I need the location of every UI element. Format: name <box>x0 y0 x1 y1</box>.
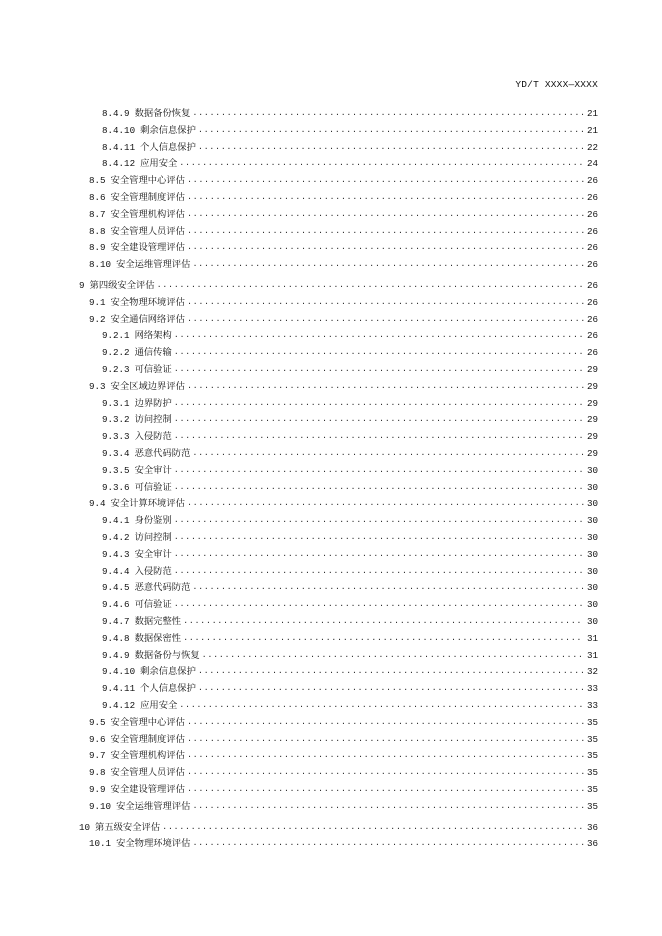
toc-entry-title: 个人信息保护 <box>140 141 196 153</box>
toc-entry-title: 身份鉴别 <box>134 515 172 527</box>
toc-entry-title: 安全运维管理评估 <box>116 800 191 812</box>
toc-entry-number: 9.4.3 <box>102 548 130 560</box>
toc-entry[interactable] <box>89 714 598 731</box>
toc-entry-title: 安全物理环境评估 <box>110 296 185 308</box>
toc-entry[interactable] <box>102 411 598 428</box>
toc-dot-leader <box>187 294 584 311</box>
toc-dot-leader <box>174 462 584 479</box>
toc-entry-title: 安全物理环境评估 <box>116 838 191 850</box>
toc-entry-title: 安全通信网络评估 <box>110 313 185 325</box>
toc-entry[interactable] <box>89 311 598 328</box>
toc-dot-leader <box>187 172 584 189</box>
toc-entry-title: 入侵防范 <box>134 565 172 577</box>
toc-entry-number: 9.4.10 <box>102 666 136 678</box>
toc-dot-leader <box>192 798 584 815</box>
toc-entry-number: 8.4.11 <box>102 141 136 153</box>
toc-entry-number: 9.3 <box>89 380 106 392</box>
toc-dot-leader <box>174 512 584 529</box>
toc-entry-page-number: 26 <box>586 208 598 220</box>
toc-entry-title: 数据备份恢复 <box>134 108 191 119</box>
toc-entry-title: 安全区域边界评估 <box>110 380 185 392</box>
toc-entry-number: 9.1 <box>89 296 106 308</box>
toc-dot-leader <box>192 256 584 273</box>
document-id-header: YD/T XXXX—XXXX <box>515 79 598 90</box>
toc-entry[interactable] <box>102 663 598 680</box>
toc-entry-number: 9.3.1 <box>102 397 130 409</box>
toc-entry-page-number: 30 <box>586 582 598 594</box>
toc-entry-page-number: 26 <box>586 313 598 325</box>
toc-entry-page-number: 29 <box>586 448 598 459</box>
toc-entry-number: 9.4.11 <box>102 683 136 695</box>
toc-entry[interactable] <box>102 512 598 529</box>
toc-entry[interactable] <box>102 361 598 378</box>
toc-dot-leader <box>187 731 584 748</box>
toc-dot-leader <box>174 529 584 546</box>
toc-entry[interactable] <box>102 155 598 172</box>
toc-entry-title: 安全管理中心评估 <box>110 175 185 187</box>
toc-dot-leader <box>187 239 584 256</box>
toc-entry[interactable] <box>79 819 598 836</box>
toc-entry-number: 9.2.1 <box>102 330 130 342</box>
toc-dot-leader <box>187 189 584 206</box>
toc-entry-title: 剩余信息保护 <box>140 666 196 678</box>
toc-entry-number: 9.10 <box>89 800 112 812</box>
toc-entry-page-number: 30 <box>586 565 598 577</box>
toc-dot-leader <box>192 445 584 462</box>
toc-entry-page-number: 31 <box>586 632 598 644</box>
toc-entry[interactable] <box>89 798 598 815</box>
toc-dot-leader <box>174 361 584 378</box>
toc-entry[interactable] <box>102 697 598 714</box>
toc-entry-title: 安全审计 <box>134 548 172 560</box>
toc-entry[interactable] <box>89 294 598 311</box>
toc-entry-number: 10.1 <box>89 838 112 850</box>
toc-entry-number: 8.6 <box>89 192 106 203</box>
toc-entry-page-number: 26 <box>586 330 598 342</box>
toc-entry-page-number: 29 <box>586 431 598 443</box>
toc-entry-page-number: 26 <box>586 296 598 308</box>
toc-entry-number: 9.4.4 <box>102 565 130 577</box>
toc-entry-page-number: 30 <box>586 498 598 510</box>
toc-entry-title: 安全管理制度评估 <box>110 733 185 745</box>
toc-entry-title: 访问控制 <box>134 414 172 426</box>
toc-entry-page-number: 35 <box>586 767 598 779</box>
toc-entry-title: 通信传输 <box>134 347 172 359</box>
toc-dot-leader <box>174 395 584 412</box>
toc-entry[interactable] <box>102 596 598 613</box>
toc-entry-number: 8.10 <box>89 259 112 271</box>
toc-entry-title: 第五级安全评估 <box>95 821 161 833</box>
toc-entry-page-number: 22 <box>586 141 598 153</box>
toc-entry-page-number: 29 <box>586 397 598 409</box>
toc-dot-leader <box>179 697 584 714</box>
toc-entry-page-number: 30 <box>586 515 598 527</box>
toc-entry-page-number: 35 <box>586 716 598 728</box>
toc-entry-title: 安全管理中心评估 <box>110 716 185 728</box>
toc-entry-title: 入侵防范 <box>134 431 172 443</box>
toc-entry-number: 8.5 <box>89 175 106 187</box>
toc-dot-leader <box>198 680 584 697</box>
toc-dot-leader <box>202 647 584 664</box>
toc-entry[interactable] <box>102 630 598 647</box>
toc-entry-number: 9.9 <box>89 784 106 795</box>
toc-dot-leader <box>192 105 584 122</box>
toc-entry[interactable] <box>102 139 598 156</box>
toc-entry-number: 9.4.2 <box>102 532 130 543</box>
toc-entry-page-number: 35 <box>586 750 598 762</box>
toc-entry-title: 访问控制 <box>134 532 172 543</box>
toc-entry-number: 9.4.8 <box>102 632 130 644</box>
toc-entry-title: 安全管理机构评估 <box>110 208 185 220</box>
toc-entry[interactable] <box>102 395 598 412</box>
toc-dot-leader <box>174 327 584 344</box>
toc-entry-number: 9.8 <box>89 767 106 779</box>
toc-entry-number: 9.5 <box>89 716 106 728</box>
toc-entry[interactable] <box>89 747 598 764</box>
toc-entry[interactable] <box>102 529 598 546</box>
toc-entry-number: 9.4 <box>89 498 106 510</box>
toc-entry-page-number: 30 <box>586 599 598 611</box>
toc-entry[interactable] <box>89 189 598 206</box>
toc-entry-page-number: 26 <box>586 175 598 187</box>
toc-entry-page-number: 26 <box>586 242 598 254</box>
toc-entry-number: 9.6 <box>89 733 106 745</box>
toc-entry-number: 8.8 <box>89 225 106 237</box>
toc-entry-number: 9.3.3 <box>102 431 130 443</box>
toc-entry-page-number: 26 <box>586 225 598 237</box>
toc-dot-leader <box>174 563 584 580</box>
toc-entry-title: 安全计算环境评估 <box>110 498 185 510</box>
toc-entry[interactable] <box>102 613 598 630</box>
toc-dot-leader <box>157 277 584 294</box>
toc-entry-title: 剩余信息保护 <box>140 124 196 136</box>
toc-entry-page-number: 33 <box>586 683 598 695</box>
toc-entry-page-number: 33 <box>586 700 598 711</box>
toc-entry-number: 9.4.5 <box>102 582 130 594</box>
toc-entry-title: 第四级安全评估 <box>89 280 155 291</box>
toc-entry-title: 可信验证 <box>134 599 172 611</box>
toc-entry-page-number: 35 <box>586 784 598 795</box>
toc-dot-leader <box>174 546 584 563</box>
toc-entry-page-number: 29 <box>586 414 598 426</box>
toc-dot-leader <box>187 747 584 764</box>
toc-entry[interactable] <box>102 546 598 563</box>
toc-entry[interactable] <box>79 277 598 294</box>
toc-dot-leader <box>198 139 584 156</box>
toc-entry-title: 可信验证 <box>134 481 172 493</box>
toc-entry-page-number: 26 <box>586 347 598 359</box>
toc-dot-leader <box>187 206 584 223</box>
toc-dot-leader <box>187 378 584 395</box>
toc-dot-leader <box>174 411 584 428</box>
toc-entry-title: 网络架构 <box>134 330 172 342</box>
toc-entry-page-number: 36 <box>586 838 598 850</box>
toc-entry-number: 9.3.6 <box>102 481 130 493</box>
toc-entry-title: 安全审计 <box>134 464 172 476</box>
toc-entry[interactable] <box>89 731 598 748</box>
toc-entry-page-number: 35 <box>586 733 598 745</box>
toc-dot-leader <box>187 311 584 328</box>
toc-entry[interactable] <box>89 378 598 395</box>
toc-entry-number: 9.3.5 <box>102 464 130 476</box>
toc-entry-page-number: 24 <box>586 158 598 170</box>
toc-entry-title: 数据保密性 <box>134 632 182 644</box>
toc-entry-title: 边界防护 <box>134 397 172 409</box>
toc-entry-title: 安全管理制度评估 <box>110 192 185 203</box>
toc-dot-leader <box>187 781 584 798</box>
toc-entry-title: 安全建设管理评估 <box>110 242 185 254</box>
toc-entry-number: 9.3.2 <box>102 414 130 426</box>
toc-entry-number: 9.4.1 <box>102 515 130 527</box>
toc-entry-number: 9.2.2 <box>102 347 130 359</box>
toc-entry-title: 安全运维管理评估 <box>116 259 191 271</box>
toc-dot-leader <box>192 835 584 852</box>
toc-entry-number: 9.2.3 <box>102 364 130 375</box>
toc-entry[interactable] <box>102 462 598 479</box>
toc-entry[interactable] <box>89 835 598 852</box>
toc-dot-leader <box>183 630 584 647</box>
toc-dot-leader <box>174 428 584 445</box>
toc-entry-number: 9 <box>79 280 85 291</box>
toc-entry-title: 个人信息保护 <box>140 683 196 695</box>
toc-entry-number: 9.4.6 <box>102 599 130 611</box>
toc-entry-title: 数据完整性 <box>134 616 182 627</box>
toc-entry-number: 10 <box>79 821 91 833</box>
toc-entry[interactable] <box>89 239 598 256</box>
toc-entry-number: 8.4.10 <box>102 124 136 136</box>
toc-dot-leader <box>183 613 584 630</box>
toc-entry-page-number: 29 <box>586 364 598 375</box>
toc-entry-number: 9.4.12 <box>102 700 136 711</box>
toc-entry-number: 8.7 <box>89 208 106 220</box>
toc-entry[interactable] <box>89 256 598 273</box>
toc-entry[interactable] <box>102 428 598 445</box>
toc-entry[interactable] <box>102 327 598 344</box>
toc-entry-title: 安全管理机构评估 <box>110 750 185 762</box>
toc-dot-leader <box>174 344 584 361</box>
toc-entry-page-number: 35 <box>586 800 598 812</box>
toc-entry-page-number: 30 <box>586 464 598 476</box>
toc-entry[interactable] <box>89 206 598 223</box>
toc-entry-title: 数据备份与恢复 <box>134 649 200 661</box>
toc-entry[interactable] <box>102 445 598 462</box>
toc-entry-title: 安全管理人员评估 <box>110 225 185 237</box>
toc-entry-page-number: 30 <box>586 548 598 560</box>
toc-entry[interactable] <box>102 563 598 580</box>
toc-entry-title: 安全建设管理评估 <box>110 784 185 795</box>
toc-entry-number: 8.9 <box>89 242 106 254</box>
toc-dot-leader <box>174 479 584 496</box>
toc-entry-title: 应用安全 <box>140 700 178 711</box>
toc-entry-title: 应用安全 <box>140 158 178 170</box>
toc-entry-page-number: 26 <box>586 280 598 291</box>
toc-entry-title: 恶意代码防范 <box>134 448 191 459</box>
toc-entry-number: 9.4.7 <box>102 616 130 627</box>
toc-entry-page-number: 36 <box>586 821 598 833</box>
toc-entry-number: 8.4.12 <box>102 158 136 170</box>
toc-entry[interactable] <box>102 479 598 496</box>
toc-dot-leader <box>162 819 584 836</box>
toc-entry-number: 9.7 <box>89 750 106 762</box>
toc-entry-number: 9.4.9 <box>102 649 130 661</box>
toc-entry[interactable] <box>102 680 598 697</box>
toc-dot-leader <box>187 495 584 512</box>
toc-dot-leader <box>187 223 584 240</box>
toc-entry-number: 9.2 <box>89 313 106 325</box>
toc-entry-page-number: 31 <box>586 649 598 661</box>
toc-entry-page-number: 30 <box>586 616 598 627</box>
toc-entry[interactable] <box>89 223 598 240</box>
toc-entry-title: 恶意代码防范 <box>134 582 191 594</box>
toc-dot-leader <box>187 764 584 781</box>
toc-entry[interactable] <box>89 495 598 512</box>
toc-entry-page-number: 30 <box>586 481 598 493</box>
toc-dot-leader <box>192 579 584 596</box>
toc-entry-number: 9.3.4 <box>102 448 130 459</box>
toc-entry[interactable] <box>102 122 598 139</box>
toc-entry[interactable] <box>102 344 598 361</box>
toc-entry[interactable] <box>89 781 598 798</box>
toc-entry-page-number: 29 <box>586 380 598 392</box>
toc-entry[interactable] <box>102 579 598 596</box>
toc-entry-page-number: 21 <box>586 124 598 136</box>
toc-entry[interactable] <box>102 647 598 664</box>
toc-entry-page-number: 30 <box>586 532 598 543</box>
toc-entry-page-number: 32 <box>586 666 598 678</box>
toc-entry[interactable] <box>89 764 598 781</box>
toc-dot-leader <box>179 155 584 172</box>
toc-entry-page-number: 26 <box>586 259 598 271</box>
toc-dot-leader <box>174 596 584 613</box>
toc-entry[interactable] <box>89 172 598 189</box>
toc-entry-number: 8.4.9 <box>102 108 130 119</box>
toc-dot-leader <box>187 714 584 731</box>
toc-entry[interactable] <box>102 105 598 122</box>
toc-entry-page-number: 21 <box>586 108 598 119</box>
toc-dot-leader <box>198 663 584 680</box>
toc-entry-title: 安全管理人员评估 <box>110 767 185 779</box>
toc-entry-title: 可信验证 <box>134 364 172 375</box>
toc-dot-leader <box>198 122 584 139</box>
toc-entry-page-number: 26 <box>586 192 598 203</box>
